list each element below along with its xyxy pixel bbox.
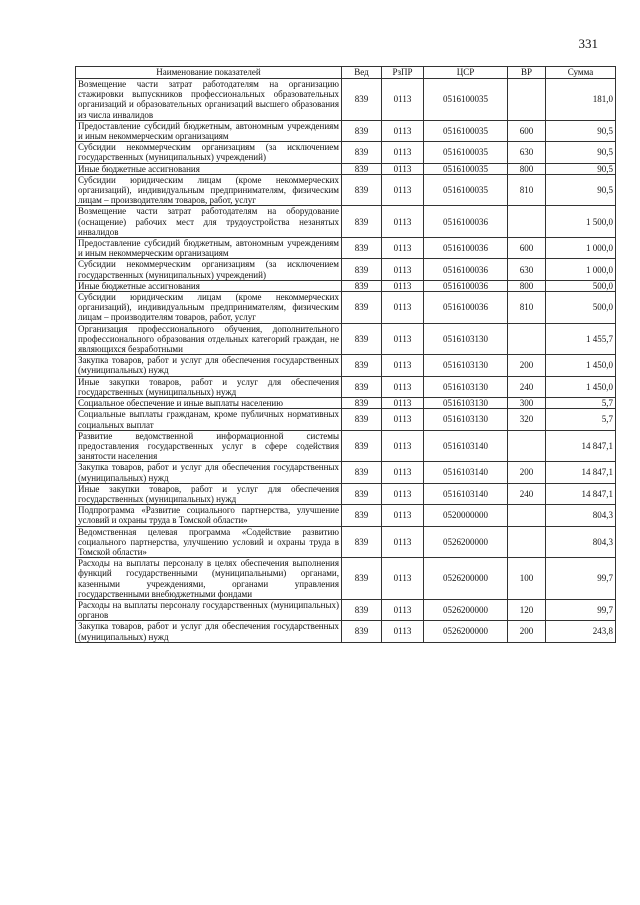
table-row xyxy=(76,142,616,163)
cell-rzpr: 0113 xyxy=(382,163,424,174)
cell-csr: 0516103140 xyxy=(424,430,508,462)
cell-name: Субсидии некоммерческим организациям (за исключением государственных (муниципальных) учреждений) xyxy=(76,142,342,163)
cell-csr: 0516103130 xyxy=(424,409,508,430)
table-body xyxy=(76,79,616,643)
cell-name: Предоставление субсидий бюджетным, автономным учреждениям и иным некоммерческим организациям xyxy=(76,238,342,259)
cell-name: Ведомственная целевая программа «Содействие развитию социального партнерства, улучшению условий и охраны труда в Томской области» xyxy=(76,526,342,558)
cell-ved: 839 xyxy=(342,621,382,642)
cell-rzpr: 0113 xyxy=(382,462,424,483)
cell-rzpr: 0113 xyxy=(382,292,424,324)
cell-sum: 14 847,1 xyxy=(546,430,616,462)
cell-sum: 804,3 xyxy=(546,526,616,558)
cell-name: Предоставление субсидий бюджетным, автономным учреждениям и иным некоммерческим организациям xyxy=(76,120,342,141)
cell-name: Субсидии некоммерческим организациям (за исключением государственных (муниципальных) учреждений) xyxy=(76,259,342,280)
cell-csr: 0516100035 xyxy=(424,174,508,206)
cell-sum: 1 450,0 xyxy=(546,355,616,376)
cell-rzpr: 0113 xyxy=(382,323,424,355)
table-row xyxy=(76,398,616,409)
cell-vr: 810 xyxy=(508,174,546,206)
table-row xyxy=(76,409,616,430)
page-number: 331 xyxy=(578,36,598,51)
cell-ved: 839 xyxy=(342,430,382,462)
cell-ved: 839 xyxy=(342,398,382,409)
cell-vr: 300 xyxy=(508,398,546,409)
cell-name: Возмещение части затрат работодателям на организацию стажировки выпускников профессиональных образовательных организаций и образовательных организаций высшего образования из числа инвалидов xyxy=(76,79,342,121)
cell-csr: 0526200000 xyxy=(424,558,508,600)
cell-sum: 243,8 xyxy=(546,621,616,642)
cell-csr: 0516100035 xyxy=(424,120,508,141)
cell-sum: 90,5 xyxy=(546,174,616,206)
cell-ved: 839 xyxy=(342,599,382,620)
cell-ved: 839 xyxy=(342,526,382,558)
header-sum: Сумма xyxy=(546,67,616,79)
cell-name: Подпрограмма «Развитие социального партнерства, улучшение условий и охраны труда в Томской области» xyxy=(76,505,342,526)
cell-ved: 839 xyxy=(342,292,382,324)
table-row xyxy=(76,292,616,324)
header-vr: ВР xyxy=(508,67,546,79)
cell-csr: 0516100035 xyxy=(424,142,508,163)
header-rzpr: РзПР xyxy=(382,67,424,79)
cell-vr: 100 xyxy=(508,558,546,600)
cell-ved: 839 xyxy=(342,483,382,504)
cell-ved: 839 xyxy=(342,174,382,206)
cell-ved: 839 xyxy=(342,355,382,376)
cell-vr xyxy=(508,430,546,462)
cell-rzpr: 0113 xyxy=(382,174,424,206)
cell-vr xyxy=(508,323,546,355)
table-row xyxy=(76,79,616,121)
cell-vr: 240 xyxy=(508,483,546,504)
cell-csr: 0520000000 xyxy=(424,505,508,526)
cell-ved: 839 xyxy=(342,505,382,526)
cell-sum: 1 450,0 xyxy=(546,376,616,397)
cell-vr: 240 xyxy=(508,376,546,397)
cell-sum: 99,7 xyxy=(546,599,616,620)
cell-rzpr: 0113 xyxy=(382,505,424,526)
cell-csr: 0516100036 xyxy=(424,238,508,259)
cell-sum: 181,0 xyxy=(546,79,616,121)
cell-ved: 839 xyxy=(342,280,382,291)
cell-ved: 839 xyxy=(342,376,382,397)
table-row xyxy=(76,483,616,504)
cell-vr xyxy=(508,505,546,526)
cell-ved: 839 xyxy=(342,238,382,259)
cell-csr: 0516100036 xyxy=(424,206,508,238)
cell-name: Субсидии юридическим лицам (кроме некоммерческих организаций), индивидуальным предпринимателям, физическим лицам – производителям товаров, работ, услуг xyxy=(76,174,342,206)
cell-rzpr: 0113 xyxy=(382,398,424,409)
cell-name: Социальные выплаты гражданам, кроме публичных нормативных социальных выплат xyxy=(76,409,342,430)
cell-csr: 0516103130 xyxy=(424,398,508,409)
cell-rzpr: 0113 xyxy=(382,483,424,504)
cell-sum: 500,0 xyxy=(546,280,616,291)
cell-rzpr: 0113 xyxy=(382,79,424,121)
cell-vr xyxy=(508,206,546,238)
cell-rzpr: 0113 xyxy=(382,238,424,259)
cell-sum: 1 000,0 xyxy=(546,238,616,259)
cell-name: Возмещение части затрат работодателям на оборудование (оснащение) рабочих мест для трудоустройства незанятых инвалидов xyxy=(76,206,342,238)
table-row xyxy=(76,259,616,280)
cell-csr: 0516103130 xyxy=(424,323,508,355)
cell-sum: 90,5 xyxy=(546,120,616,141)
table-row xyxy=(76,280,616,291)
cell-name: Иные закупки товаров, работ и услуг для обеспечения государственных (муниципальных) нужд xyxy=(76,483,342,504)
cell-csr: 0516100036 xyxy=(424,259,508,280)
cell-ved: 839 xyxy=(342,79,382,121)
budget-table xyxy=(75,66,616,643)
cell-sum: 1 455,7 xyxy=(546,323,616,355)
cell-vr: 200 xyxy=(508,621,546,642)
cell-rzpr: 0113 xyxy=(382,409,424,430)
cell-csr: 0516100036 xyxy=(424,280,508,291)
cell-rzpr: 0113 xyxy=(382,558,424,600)
cell-csr: 0516100036 xyxy=(424,292,508,324)
cell-ved: 839 xyxy=(342,323,382,355)
cell-name: Организация профессионального обучения, дополнительного профессионального образования отдельных категорий граждан, не являющихся безработными xyxy=(76,323,342,355)
cell-vr: 630 xyxy=(508,142,546,163)
cell-rzpr: 0113 xyxy=(382,430,424,462)
cell-rzpr: 0113 xyxy=(382,376,424,397)
cell-vr: 600 xyxy=(508,238,546,259)
cell-sum: 90,5 xyxy=(546,142,616,163)
header-csr: ЦСР xyxy=(424,67,508,79)
cell-sum: 5,7 xyxy=(546,409,616,430)
cell-rzpr: 0113 xyxy=(382,599,424,620)
cell-vr: 120 xyxy=(508,599,546,620)
table-row xyxy=(76,621,616,642)
cell-ved: 839 xyxy=(342,259,382,280)
cell-name: Иные бюджетные ассигнования xyxy=(76,280,342,291)
cell-vr: 630 xyxy=(508,259,546,280)
cell-name: Закупка товаров, работ и услуг для обеспечения государственных (муниципальных) нужд xyxy=(76,462,342,483)
cell-sum: 99,7 xyxy=(546,558,616,600)
cell-csr: 0516103130 xyxy=(424,376,508,397)
cell-ved: 839 xyxy=(342,462,382,483)
cell-rzpr: 0113 xyxy=(382,142,424,163)
table-row xyxy=(76,206,616,238)
table-row xyxy=(76,163,616,174)
cell-name: Закупка товаров, работ и услуг для обеспечения государственных (муниципальных) нужд xyxy=(76,621,342,642)
cell-name: Развитие ведомственной информационной системы предоставления государственных услуг в сфере содействия занятости населения xyxy=(76,430,342,462)
cell-csr: 0526200000 xyxy=(424,599,508,620)
cell-csr: 0516103140 xyxy=(424,462,508,483)
cell-sum: 500,0 xyxy=(546,292,616,324)
table-row xyxy=(76,238,616,259)
cell-csr: 0526200000 xyxy=(424,621,508,642)
cell-ved: 839 xyxy=(342,409,382,430)
cell-ved: 839 xyxy=(342,206,382,238)
cell-ved: 839 xyxy=(342,142,382,163)
cell-rzpr: 0113 xyxy=(382,206,424,238)
cell-sum: 90,5 xyxy=(546,163,616,174)
cell-rzpr: 0113 xyxy=(382,526,424,558)
cell-name: Субсидии юридическим лицам (кроме некоммерческих организаций), индивидуальным предпринимателям, физическим лицам – производителям товаров, работ, услуг xyxy=(76,292,342,324)
cell-vr xyxy=(508,526,546,558)
cell-name: Расходы на выплаты персоналу в целях обеспечения выполнения функций государственными (муниципальными) органами, казенными учреждениями, органами управления государственными внебюджетными фондами xyxy=(76,558,342,600)
cell-vr: 600 xyxy=(508,120,546,141)
cell-sum: 14 847,1 xyxy=(546,483,616,504)
cell-csr: 0516103140 xyxy=(424,483,508,504)
table-row xyxy=(76,526,616,558)
cell-vr: 200 xyxy=(508,462,546,483)
cell-vr: 320 xyxy=(508,409,546,430)
cell-vr: 200 xyxy=(508,355,546,376)
cell-sum: 804,3 xyxy=(546,505,616,526)
header-ved: Вед xyxy=(342,67,382,79)
cell-rzpr: 0113 xyxy=(382,621,424,642)
cell-sum: 14 847,1 xyxy=(546,462,616,483)
cell-rzpr: 0113 xyxy=(382,280,424,291)
cell-name: Иные бюджетные ассигнования xyxy=(76,163,342,174)
cell-name: Социальное обеспечение и иные выплаты населению xyxy=(76,398,342,409)
table-row xyxy=(76,120,616,141)
cell-vr: 800 xyxy=(508,280,546,291)
cell-ved: 839 xyxy=(342,120,382,141)
cell-csr: 0516100035 xyxy=(424,163,508,174)
table-row xyxy=(76,462,616,483)
cell-name: Закупка товаров, работ и услуг для обеспечения государственных (муниципальных) нужд xyxy=(76,355,342,376)
cell-vr: 800 xyxy=(508,163,546,174)
table-row xyxy=(76,558,616,600)
table-row xyxy=(76,174,616,206)
table-row xyxy=(76,505,616,526)
table-row xyxy=(76,355,616,376)
table-row xyxy=(76,599,616,620)
cell-rzpr: 0113 xyxy=(382,259,424,280)
cell-csr: 0516103130 xyxy=(424,355,508,376)
cell-sum: 1 500,0 xyxy=(546,206,616,238)
header-row xyxy=(76,67,616,79)
cell-name: Расходы на выплаты персоналу государственных (муниципальных) органов xyxy=(76,599,342,620)
table-row xyxy=(76,376,616,397)
table-header xyxy=(76,67,616,79)
table-row xyxy=(76,323,616,355)
header-name: Наименование показателей xyxy=(76,67,342,79)
cell-rzpr: 0113 xyxy=(382,355,424,376)
cell-name: Иные закупки товаров, работ и услуг для обеспечения государственных (муниципальных) нужд xyxy=(76,376,342,397)
cell-ved: 839 xyxy=(342,163,382,174)
table-row xyxy=(76,430,616,462)
cell-vr: 810 xyxy=(508,292,546,324)
cell-rzpr: 0113 xyxy=(382,120,424,141)
cell-ved: 839 xyxy=(342,558,382,600)
cell-csr: 0526200000 xyxy=(424,526,508,558)
cell-vr xyxy=(508,79,546,121)
cell-sum: 5,7 xyxy=(546,398,616,409)
cell-csr: 0516100035 xyxy=(424,79,508,121)
cell-sum: 1 000,0 xyxy=(546,259,616,280)
